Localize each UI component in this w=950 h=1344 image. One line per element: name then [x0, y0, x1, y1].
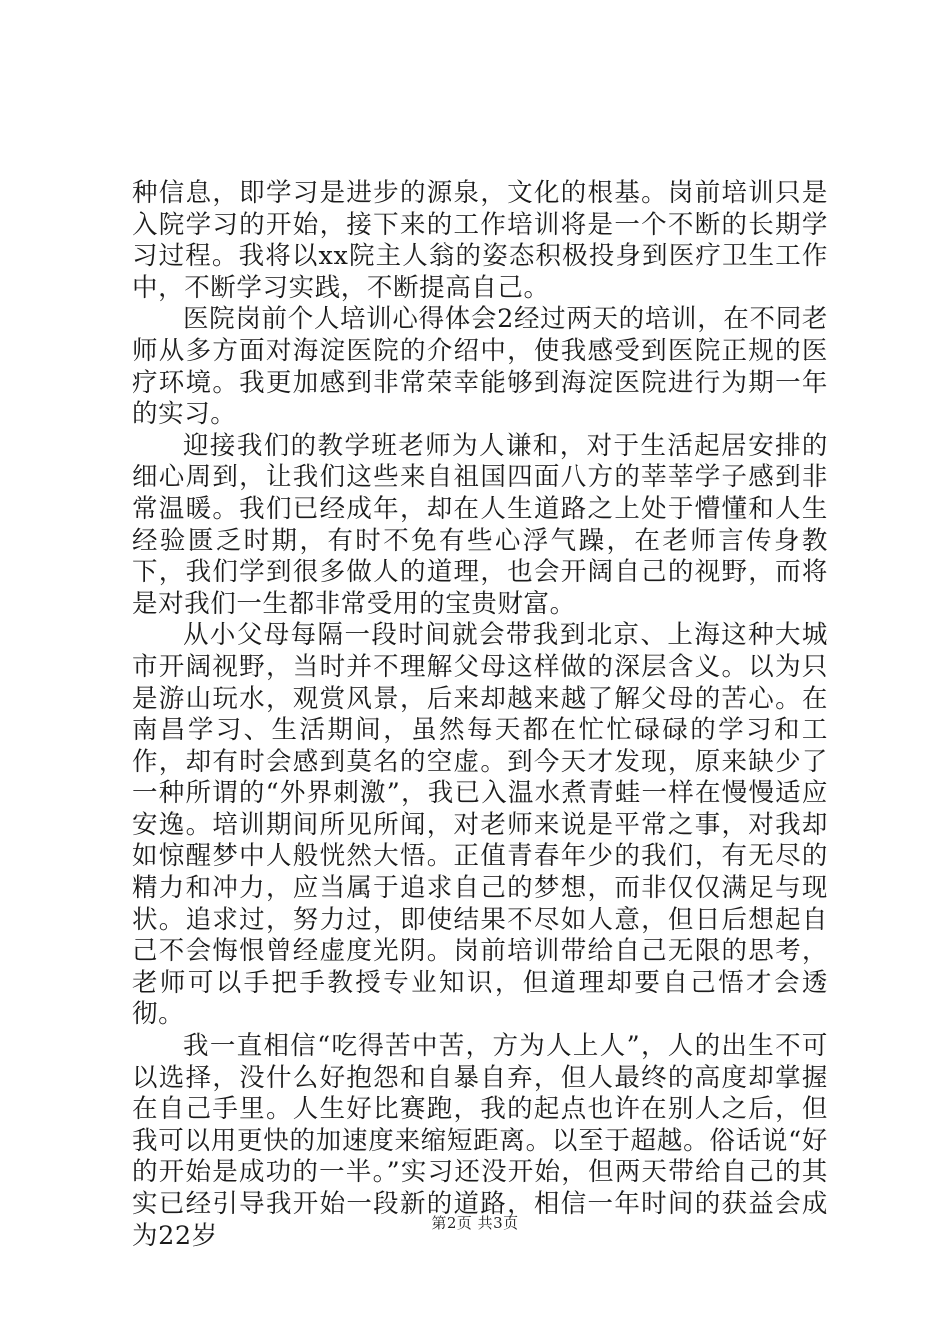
paragraph-teachers: 迎接我们的教学班老师为人谦和，对于生活起居安排的细心周到，让我们这些来自祖国四面八方的莘莘学子感到非常温暖。我们已经成年，却在人生道路之上处于懵懂和人生经验匮乏时期，有时不免有些心浮气躁，在老师言传身教下，我们学到很多做人的道理，也会开阔自己的视野，而将是对我们一生都非常受用的宝贵财富。: [132, 430, 828, 619]
paragraph-belief: 我一直相信“吃得苦中苦，方为人上人”，人的出生不可以选择，没什么好抱怨和自暴自弃，但人最终的高度却掌握在自己手里。人生好比赛跑，我的起点也许在别人之后，但我可以用更快的加速度来缩短距离。以至于超越。俗话说“好的开始是成功的一半。”实习还没开始，但两天带给自己的其实已经引导我开始一段新的道路，相信一年时间的获益会成为22岁: [132, 1031, 828, 1251]
page-number-footer: 第2页 共3页: [431, 1214, 519, 1232]
paragraph-childhood: 从小父母每隔一段时间就会带我到北京、上海这种大城市开阔视野，当时并不理解父母这样做的深层含义。以为只是游山玩水，观赏风景，后来却越来越了解父母的苦心。在南昌学习、生活期间，虽然每天都在忙忙碌碌的学习和工作，却有时会感到莫名的空虚。到今天才发现，原来缺少了一种所谓的“外界刺激”，我已入温水煮青蛙一样在慢慢适应安逸。培训期间所见所闻，对老师来说是平常之事，对我却如惊醒梦中人般恍然大悟。正值青春年少的我们，有无尽的精力和冲力，应当属于追求自己的梦想，而非仅仅满足与现状。追求过，努力过，即使结果不尽如人意，但日后想起自己不会悔恨曾经虚度光阴。岗前培训带给自己无限的思考，老师可以手把手教授专业知识，但道理却要自己悟才会透彻。: [132, 620, 828, 1030]
paragraph-heading-intro: 医院岗前个人培训心得体会2经过两天的培训，在不同老师从多方面对海淀医院的介绍中，使我感受到医院正规的医疗环境。我更加感到非常荣幸能够到海淀医院进行为期一年的实习。: [132, 304, 828, 430]
paragraph-continuation: 种信息，即学习是进步的源泉，文化的根基。岗前培训只是入院学习的开始，接下来的工作培训将是一个不断的长期学习过程。我将以xx院主人翁的姿态积极投身到医疗卫生工作中，不断学习实践，不断提高自己。: [132, 178, 828, 303]
document-body: [132, 178, 828, 1252]
